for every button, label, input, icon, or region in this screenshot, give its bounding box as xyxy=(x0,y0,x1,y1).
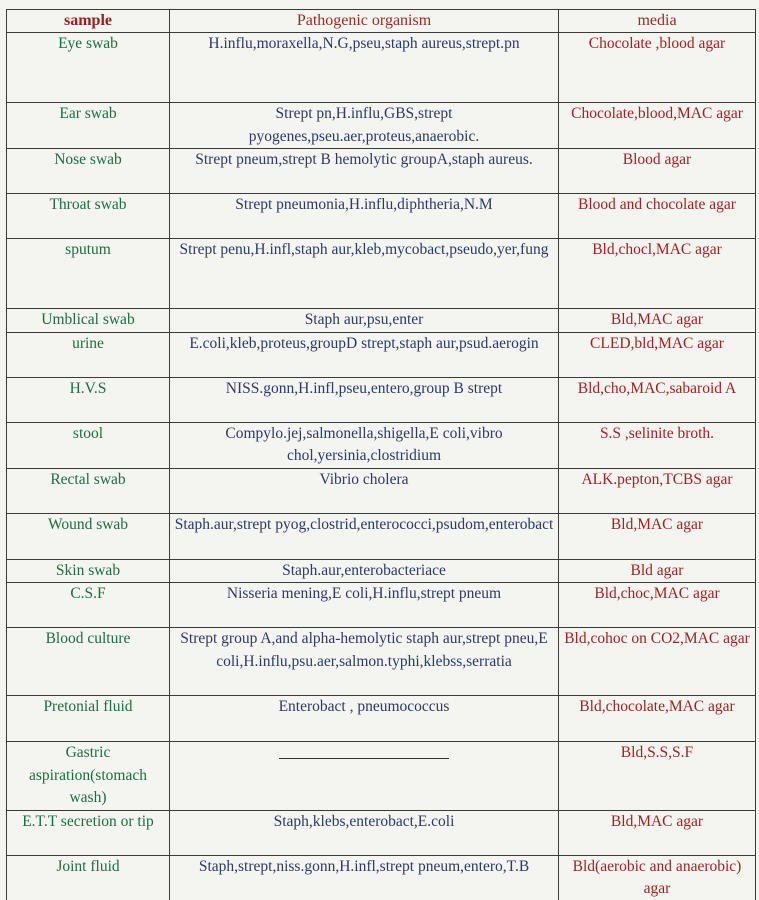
organism-cell: NISS.gonn,H.infl,pseu,entero,group B strept xyxy=(170,377,559,422)
organism-cell: Strept penu,H.infl,staph aur,kleb,mycobact,pseudo,yer,fung xyxy=(170,239,559,309)
header-organism: Pathogenic organism xyxy=(170,10,559,33)
table-row xyxy=(7,559,756,583)
table-row xyxy=(7,583,756,628)
table-row xyxy=(7,628,756,696)
culture-media-table xyxy=(6,9,756,900)
media-cell: Bld,MAC agar xyxy=(559,513,756,559)
header-row xyxy=(7,10,756,33)
media-cell: Blood and chocolate agar xyxy=(559,194,756,239)
sample-cell: Ear swab xyxy=(7,103,170,149)
organism-cell: Strept pneum,strept B hemolytic groupA,staph aureus. xyxy=(170,149,559,194)
sample-cell: Pretonial fluid xyxy=(7,696,170,742)
organism-cell: Compylo.jej,salmonella,shigella,E coli,vibro chol,yersinia,clostridium xyxy=(170,422,559,468)
table-row xyxy=(7,742,756,811)
organism-cell: E.coli,kleb,proteus,groupD strept,staph aur,psud.aerogin xyxy=(170,332,559,377)
sample-cell: C.S.F xyxy=(7,583,170,628)
organism-cell: Staph,strept,niss.gonn,H.infl,strept pneum,entero,T.B xyxy=(170,855,559,900)
sample-cell: E.T.T secretion or tip xyxy=(7,810,170,855)
table-row xyxy=(7,103,756,149)
table-row xyxy=(7,855,756,900)
empty-dash xyxy=(279,758,449,759)
header-media: media xyxy=(559,10,756,33)
media-cell: Chocolate,blood,MAC agar xyxy=(559,103,756,149)
table-row xyxy=(7,696,756,742)
table-row xyxy=(7,332,756,377)
media-cell: Bld,chocolate,MAC agar xyxy=(559,696,756,742)
header-sample: sample xyxy=(7,10,170,33)
sample-cell: Eye swab xyxy=(7,33,170,103)
sample-cell: H.V.S xyxy=(7,377,170,422)
table-row xyxy=(7,377,756,422)
table-row xyxy=(7,422,756,468)
table-row xyxy=(7,309,756,333)
organism-cell: Strept pneumonia,H.influ,diphtheria,N.M xyxy=(170,194,559,239)
media-cell: Blood agar xyxy=(559,149,756,194)
table-row xyxy=(7,33,756,103)
organism-cell xyxy=(170,742,559,811)
media-cell: Bld(aerobic and anaerobic) agar xyxy=(559,855,756,900)
sample-cell: Gastric aspiration(stomach wash) xyxy=(7,742,170,811)
media-cell: Bld,MAC agar xyxy=(559,309,756,333)
table-row xyxy=(7,468,756,513)
organism-cell: Staph.aur,strept pyog,clostrid,enterococci,psudom,enterobact xyxy=(170,513,559,559)
organism-cell: Strept pn,H.influ,GBS,strept pyogenes,pseu.aer,proteus,anaerobic. xyxy=(170,103,559,149)
media-cell: Bld,MAC agar xyxy=(559,810,756,855)
table-row xyxy=(7,810,756,855)
sample-cell: stool xyxy=(7,422,170,468)
sample-cell: Blood culture xyxy=(7,628,170,696)
sample-cell: Joint fluid xyxy=(7,855,170,900)
media-cell: Bld,S.S,S.F xyxy=(559,742,756,811)
table-row xyxy=(7,149,756,194)
sample-cell: Throat swab xyxy=(7,194,170,239)
organism-cell: Staph aur,psu,enter xyxy=(170,309,559,333)
table-row xyxy=(7,513,756,559)
media-cell: S.S ,selinite broth. xyxy=(559,422,756,468)
media-cell: ALK.pepton,TCBS agar xyxy=(559,468,756,513)
organism-cell: Staph,klebs,enterobact,E.coli xyxy=(170,810,559,855)
media-cell: Bld agar xyxy=(559,559,756,583)
organism-cell: Enterobact , pneumococcus xyxy=(170,696,559,742)
sample-cell: urine xyxy=(7,332,170,377)
media-cell: Chocolate ,blood agar xyxy=(559,33,756,103)
sample-cell: Wound swab xyxy=(7,513,170,559)
table-row xyxy=(7,194,756,239)
media-cell: Bld,choc,MAC agar xyxy=(559,583,756,628)
organism-cell: Staph.aur,enterobacteriace xyxy=(170,559,559,583)
organism-cell: Strept group A,and alpha-hemolytic staph aur,strept pneu,E coli,H.influ,psu.aer,salmon.typhi,klebss,serratia xyxy=(170,628,559,696)
media-cell: Bld,chocl,MAC agar xyxy=(559,239,756,309)
sample-cell: sputum xyxy=(7,239,170,309)
sample-cell: Umblical swab xyxy=(7,309,170,333)
table-row xyxy=(7,239,756,309)
sample-cell: Skin swab xyxy=(7,559,170,583)
sample-cell: Nose swab xyxy=(7,149,170,194)
sample-cell: Rectal swab xyxy=(7,468,170,513)
media-cell: Bld,cho,MAC,sabaroid A xyxy=(559,377,756,422)
media-cell: CLED,bld,MAC agar xyxy=(559,332,756,377)
media-cell: Bld,cohoc on CO2,MAC agar xyxy=(559,628,756,696)
organism-cell: H.influ,moraxella,N.G,pseu,staph aureus,strept.pn xyxy=(170,33,559,103)
organism-cell: Vibrio cholera xyxy=(170,468,559,513)
organism-cell: Nisseria mening,E coli,H.influ,strept pneum xyxy=(170,583,559,628)
